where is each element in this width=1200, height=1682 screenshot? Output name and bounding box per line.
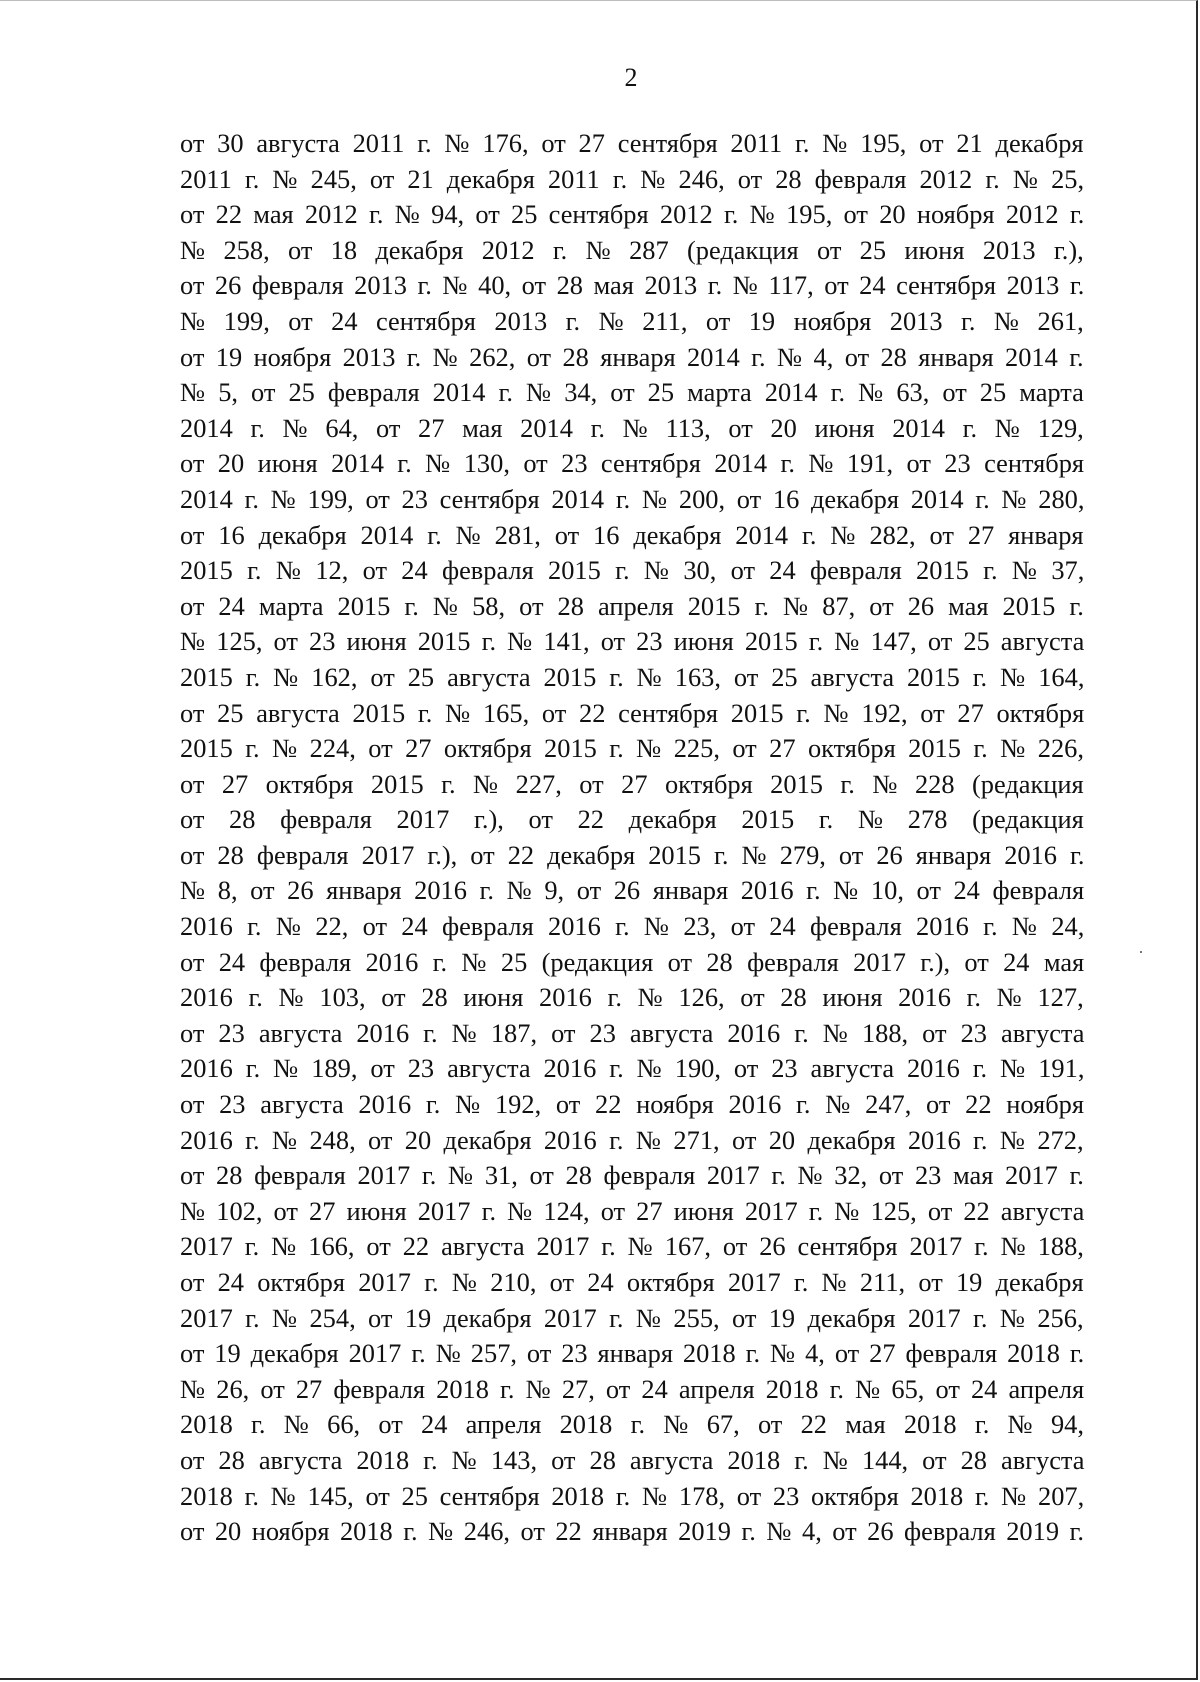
body-text	[180, 126, 1084, 1550]
text-line: от 24 февраля 2016 г. № 25 (редакция от 28 февраля 2017 г.), от 24 мая	[180, 946, 1085, 977]
text-line: от 25 августа 2015 г. № 165, от 22 сентября 2015 г. № 192, от 27 октября	[180, 697, 1085, 728]
text-line: от 23 августа 2016 г. № 187, от 23 августа 2016 г. № 188, от 23 августа	[180, 1017, 1085, 1048]
text-line: от 28 февраля 2017 г.), от 22 декабря 2015 г. № 278 (редакция	[180, 804, 1084, 835]
text-line: от 22 мая 2012 г. № 94, от 25 сентября 2012 г. № 195, от 20 ноября 2012 г.	[180, 199, 1085, 230]
text-line: № 5, от 25 февраля 2014 г. № 34, от 25 марта 2014 г. № 63, от 25 марта	[180, 377, 1084, 408]
text-line: 2016 г. № 189, от 23 августа 2016 г. № 190, от 23 августа 2016 г. № 191,	[180, 1053, 1085, 1084]
text-line: 2017 г. № 166, от 22 августа 2017 г. № 167, от 26 сентября 2017 г. № 188,	[180, 1231, 1084, 1262]
text-line: от 16 декабря 2014 г. № 281, от 16 декабря 2014 г. № 282, от 27 января	[180, 519, 1084, 550]
text-line: 2015 г. № 224, от 27 октября 2015 г. № 225, от 27 октября 2015 г. № 226,	[180, 733, 1084, 764]
text-line: № 102, от 27 июня 2017 г. № 124, от 27 июня 2017 г. № 125, от 22 августа	[180, 1195, 1085, 1226]
text-line: от 28 февраля 2017 г.), от 22 декабря 2015 г. № 279, от 26 января 2016 г.	[180, 839, 1085, 870]
text-line: от 28 февраля 2017 г. № 31, от 28 февраля 2017 г. № 32, от 23 мая 2017 г.	[180, 1160, 1084, 1191]
text-line: от 19 ноября 2013 г. № 262, от 28 января 2014 г. № 4, от 28 января 2014 г.	[180, 341, 1084, 372]
text-line: 2017 г. № 254, от 19 декабря 2017 г. № 255, от 19 декабря 2017 г. № 256,	[180, 1302, 1084, 1333]
text-line: 2018 г. № 66, от 24 апреля 2018 г. № 67, от 22 мая 2018 г. № 94,	[180, 1409, 1084, 1440]
text-line: № 125, от 23 июня 2015 г. № 141, от 23 июня 2015 г. № 147, от 25 августа	[180, 626, 1085, 657]
text-line: от 23 августа 2016 г. № 192, от 22 ноября 2016 г. № 247, от 22 ноября	[180, 1089, 1084, 1120]
text-line: № 258, от 18 декабря 2012 г. № 287 (редакция от 25 июня 2013 г.),	[180, 234, 1084, 265]
text-line: от 24 октября 2017 г. № 210, от 24 октября 2017 г. № 211, от 19 декабря	[180, 1267, 1084, 1297]
text-line: 2015 г. № 12, от 24 февраля 2015 г. № 30, от 24 февраля 2015 г. № 37,	[180, 555, 1085, 586]
text-line: от 20 ноября 2018 г. № 246, от 22 января 2019 г. № 4, от 26 февраля 2019 г.	[180, 1516, 1084, 1547]
text-line: от 30 августа 2011 г. № 176, от 27 сентября 2011 г. № 195, от 21 декабря	[180, 128, 1084, 158]
text-line: 2011 г. № 245, от 21 декабря 2011 г. № 246, от 28 февраля 2012 г. № 25,	[180, 163, 1085, 194]
page-number: 2	[624, 63, 638, 92]
text-line: № 199, от 24 сентября 2013 г. № 211, от 19 ноября 2013 г. № 261,	[180, 305, 1084, 336]
text-line: от 26 февраля 2013 г. № 40, от 28 мая 2013 г. № 117, от 24 сентября 2013 г.	[180, 270, 1085, 301]
text-line: № 8, от 26 января 2016 г. № 9, от 26 января 2016 г. № 10, от 24 февраля	[180, 875, 1085, 906]
text-line: 2014 г. № 199, от 23 сентября 2014 г. № 200, от 16 декабря 2014 г. № 280,	[180, 483, 1085, 514]
text-line: 2016 г. № 22, от 24 февраля 2016 г. № 23, от 24 февраля 2016 г. № 24,	[180, 911, 1085, 942]
text-line: 2018 г. № 145, от 25 сентября 2018 г. № 178, от 23 октября 2018 г. № 207,	[180, 1480, 1085, 1511]
text-line: 2015 г. № 162, от 25 августа 2015 г. № 163, от 25 августа 2015 г. № 164,	[180, 661, 1085, 692]
scan-speck	[1140, 951, 1143, 954]
text-line: от 20 июня 2014 г. № 130, от 23 сентября 2014 г. № 191, от 23 сентября	[180, 448, 1085, 479]
text-line: от 27 октября 2015 г. № 227, от 27 октября 2015 г. № 228 (редакция	[180, 768, 1084, 799]
text-line: 2016 г. № 103, от 28 июня 2016 г. № 126, от 28 июня 2016 г. № 127,	[180, 982, 1084, 1013]
text-line: от 24 марта 2015 г. № 58, от 28 апреля 2015 г. № 87, от 26 мая 2015 г.	[180, 590, 1084, 621]
text-line: от 19 декабря 2017 г. № 257, от 23 января 2018 г. № 4, от 27 февраля 2018 г.	[180, 1338, 1085, 1369]
text-line: № 26, от 27 февраля 2018 г. № 27, от 24 апреля 2018 г. № 65, от 24 апреля	[180, 1373, 1085, 1404]
text-line: 2016 г. № 248, от 20 декабря 2016 г. № 271, от 20 декабря 2016 г. № 272,	[180, 1124, 1084, 1155]
text-line: от 28 августа 2018 г. № 143, от 28 августа 2018 г. № 144, от 28 августа	[180, 1444, 1085, 1475]
text-line: 2014 г. № 64, от 27 мая 2014 г. № 113, от 20 июня 2014 г. № 129,	[180, 412, 1084, 443]
